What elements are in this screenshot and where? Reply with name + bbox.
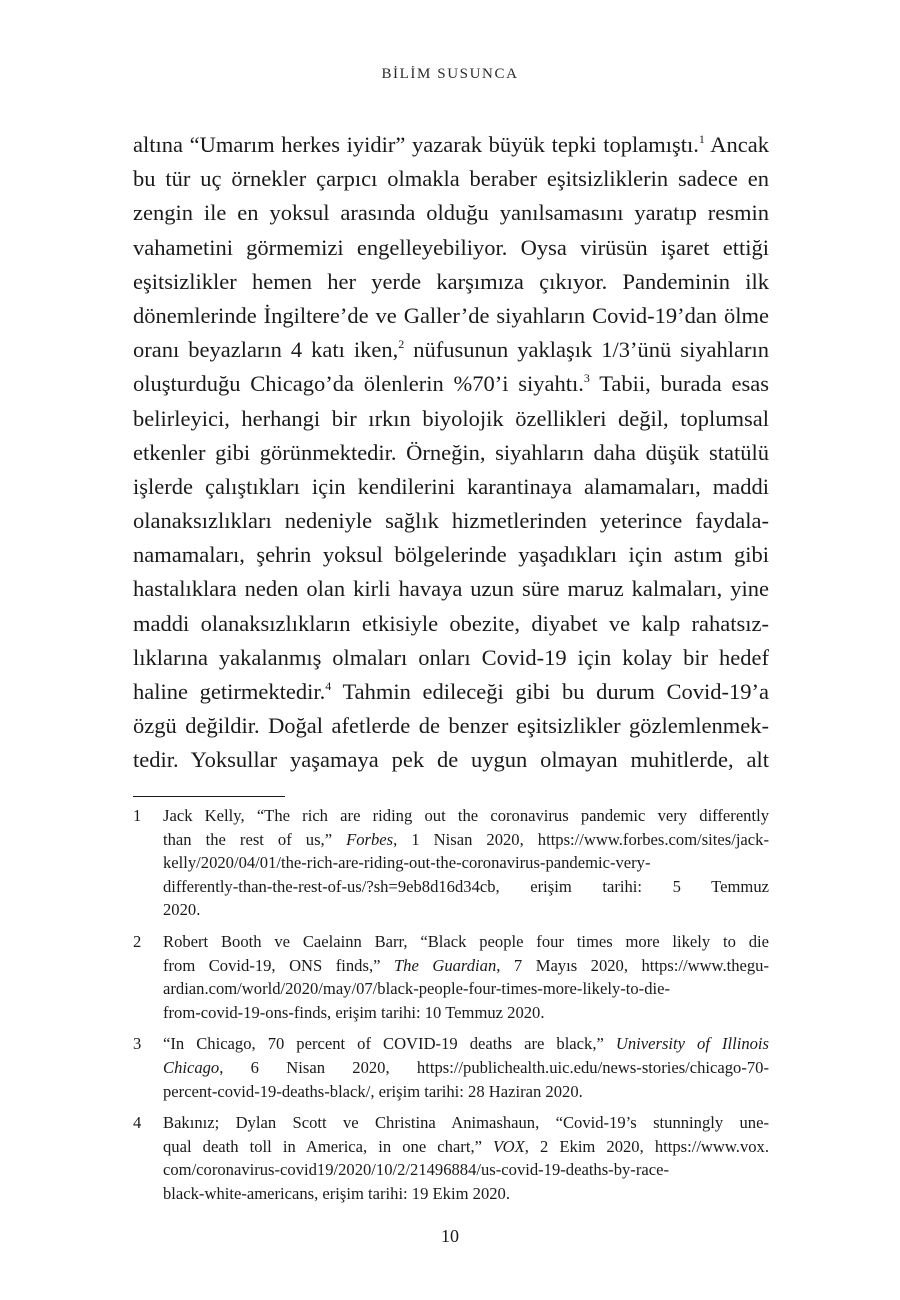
footnote-line: “In Chicago, 70 percent of COVID-19 deaths are black,” University of Illinois <box>163 1034 769 1054</box>
body-line: altına “Umarım herkes iyidir” yazarak büyük tepki toplamıştı.$^1$ Ancak <box>133 132 770 157</box>
footnote-line: differently-than-the-rest-of-us/?sh=9eb8d16d34cb, erişim tarihi: 5 Temmuz <box>163 876 769 896</box>
body-line: zengin ile en yoksul arasında olduğu yanılsamasını yaratıp resmin <box>133 200 769 226</box>
footnote-line: Bakınız; Dylan Scott ve Christina Animashaun, “Covid-19’s stunningly une- <box>163 1113 769 1133</box>
body-line: namamaları, şehrin yoksul bölgelerinde yaşadıkları için astım gibi <box>133 542 769 568</box>
footnote-line: kelly/2020/04/01/the-rich-are-riding-out-the-coronavirus-pandemic-very- <box>163 853 651 873</box>
footnote-2 <box>133 930 769 1024</box>
body-line: oranı beyazların 4 katı iken,$^2$ nüfusunun yaklaşık 1/3’ünü siyahların <box>133 337 770 363</box>
body-line: olanaksızlıkları nedeniyle sağlık hizmetlerinden yeterince faydala- <box>133 508 769 534</box>
body-line: lıklarına yakalanmış olmaları onları Covid-19 için kolay bir hedef <box>133 644 769 670</box>
footnote-number: 2 <box>133 931 142 951</box>
body-line: özgü değildir. Doğal afetlerde de benzer eşitsizlikler gözlemlenmek- <box>133 713 769 739</box>
body-line: tedir. Yoksullar yaşamaya pek de uygun olmayan muhitlerde, alt <box>133 747 769 773</box>
running-head: BİLİM SUSUNCA <box>381 66 519 82</box>
footnote-line: 2020. <box>163 900 201 920</box>
footnote-line: than the rest of us,” Forbes, 1 Nisan 2020, https://www.forbes.com/sites/jack- <box>163 829 769 849</box>
footnote-line: com/coronavirus-covid19/2020/10/2/21496884/us-covid-19-deaths-by-race- <box>163 1160 669 1180</box>
footnote-ref[interactable]: 4 <box>325 679 332 693</box>
body-line: belirleyici, herhangi bir ırkın biyolojik özellikleri değil, toplumsal <box>133 405 769 431</box>
body-line: hastalıklara neden olan kirli havaya uzun süre maruz kalmaları, yine <box>133 576 769 602</box>
footnote-number: 4 <box>133 1113 142 1133</box>
footnote-line: black-white-americans, erişim tarihi: 19 Ekim 2020. <box>163 1183 510 1203</box>
body-line: işlerde çalıştıkları için kendilerini karantinaya alamamaları, maddi <box>133 473 769 499</box>
body-line: vahametini görmemizi engelleyebiliyor. Oysa virüsün işaret ettiği <box>133 234 769 260</box>
page-number: 10 <box>441 1226 459 1246</box>
footnote-line: qual death toll in America, in one chart,” VOX, 2 Ekim 2020, https://www.vox. <box>163 1136 769 1156</box>
footnote-line: percent-covid-19-deaths-black/, erişim tarihi: 28 Haziran 2020. <box>163 1081 583 1101</box>
footnote-number: 1 <box>133 806 142 825</box>
footnote-number: 3 <box>133 1034 142 1054</box>
footnote-ref[interactable]: 1 <box>698 132 705 146</box>
body-line: oluşturduğu Chicago’da ölenlerin %70’i siyahtı.$^3$ Tabii, burada esas <box>133 371 769 397</box>
footnote-line: from Covid-19, ONS finds,” The Guardian, 7 Mayıs 2020, https://www.thegu- <box>163 955 770 975</box>
body-line: maddi olanaksızlıkların etkisiyle obezite, diyabet ve kalp rahatsız- <box>133 610 769 636</box>
footnote-line: Robert Booth ve Caelainn Barr, “Black people four times more likely to die <box>163 931 769 951</box>
source-title: Chicago <box>163 1057 220 1077</box>
source-title: Forbes <box>346 829 394 849</box>
body-text <box>133 128 769 778</box>
footnote-1 <box>133 804 769 922</box>
body-line: eşitsizlikler hemen her yerde karşımıza çıkıyor. Pandeminin ilk <box>133 268 769 294</box>
footnote-3 <box>133 1032 769 1103</box>
body-line: dönemlerinde İngiltere’de ve Galler’de siyahların Covid-19’dan ölme <box>133 302 769 328</box>
footnote-line: ardian.com/world/2020/may/07/black-people-four-times-more-likely-to-die- <box>163 979 670 999</box>
body-line: haline getirmektedir.$^4$ Tahmin edileceği gibi bu durum Covid-19’a <box>133 679 770 704</box>
footnotes <box>133 804 769 1214</box>
footnote-ref[interactable]: 3 <box>583 371 590 386</box>
body-line: bu tür uç örnekler çarpıcı olmakla beraber eşitsizliklerin sadece en <box>133 166 769 192</box>
footnote-line: Chicago, 6 Nisan 2020, https://publichealth.uic.edu/news-stories/chicago-70- <box>163 1057 769 1077</box>
footnote-ref[interactable]: 2 <box>398 337 405 352</box>
footnote-line: Jack Kelly, “The rich are riding out the coronavirus pandemic very differently <box>163 806 769 825</box>
footnote-4 <box>133 1111 769 1205</box>
body-line: etkenler gibi görünmektedir. Örneğin, siyahların daha düşük statülü <box>133 439 769 465</box>
source-title: University of Illinois <box>615 1034 769 1054</box>
footnote-line: from-covid-19-ons-finds, erişim tarihi: 10 Temmuz 2020. <box>163 1002 545 1022</box>
source-title: The Guardian <box>393 955 497 975</box>
source-title: VOX <box>493 1136 525 1156</box>
footnote-divider <box>133 796 285 797</box>
